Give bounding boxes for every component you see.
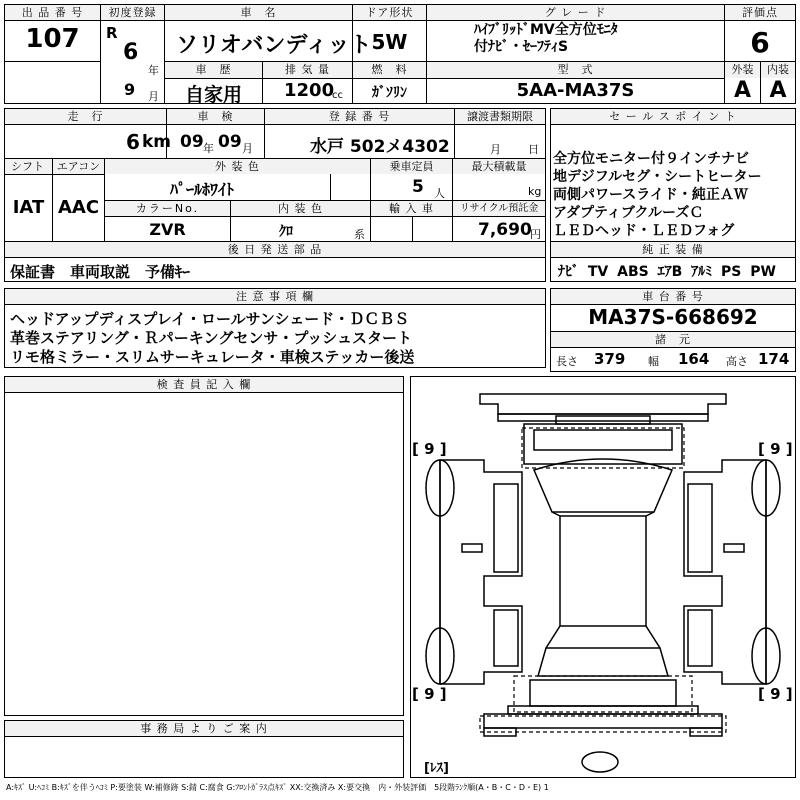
divider	[4, 174, 104, 175]
specs-label: 諸 元	[551, 332, 795, 347]
left-front-door-shape	[494, 484, 518, 572]
displacement-label: 排 気 量	[263, 62, 352, 78]
divider	[4, 20, 796, 21]
equip-pw: PW	[750, 264, 776, 280]
height: 174	[758, 350, 790, 368]
grade-label: グ レ ー ド	[427, 5, 724, 20]
sales-line-2: 地デジフルセグ・シートヒーター	[553, 169, 762, 185]
interior-label: 内装	[761, 62, 795, 78]
notes-line-1: ヘッドアップディスプレイ・ロールサンシェード・ＤＣＢＳ	[10, 310, 410, 328]
history-label: 車 歴	[165, 62, 262, 78]
office-label: 事 務 局 よ り ご 案 内	[5, 721, 403, 736]
car-body-diagram	[410, 376, 796, 778]
sales-line-5: ＬＥＤヘッド・ＬＥＤフォグ	[553, 223, 735, 239]
inspection-label: 車 検	[167, 109, 264, 124]
rear-panel-shape	[508, 706, 698, 714]
divider	[104, 216, 546, 217]
shift: IAT	[12, 197, 45, 218]
right-front-door-shape	[688, 484, 712, 572]
exterior-color: ﾊﾟｰﾙﾎﾜｲﾄ	[170, 180, 235, 199]
load-unit: kg	[528, 185, 542, 198]
hood-inner-shape	[534, 430, 672, 450]
width-label: 幅	[648, 355, 659, 368]
divider	[4, 736, 404, 737]
tire-rear-right: [ 9 ]	[758, 685, 793, 703]
reg-year: 6	[123, 40, 139, 65]
height-label: 高さ	[726, 355, 748, 368]
fuel: ｶﾞｿﾘﾝ	[372, 85, 407, 101]
inspection-month-unit: 月	[242, 142, 253, 155]
sales-label: セ ー ル ス ポ イ ン ト	[551, 109, 795, 124]
equip-abs: ABS	[617, 264, 649, 280]
recycle-fee: 7,690	[478, 220, 532, 240]
recycle-unit: 円	[530, 228, 541, 241]
exterior-label: 外装	[725, 62, 760, 78]
hood-dash	[522, 428, 684, 468]
registration-label: 登 録 番 号	[265, 109, 454, 124]
shift-label: シフト	[5, 159, 52, 174]
right-rear-door-shape	[688, 610, 712, 666]
color-no-label: カラーNo.	[105, 201, 230, 216]
year-unit: 年	[148, 64, 159, 77]
score-label: 評価点	[725, 5, 795, 20]
fuel-label: 燃 料	[353, 62, 426, 78]
divider	[550, 257, 796, 258]
score: 6	[750, 26, 770, 59]
width: 164	[678, 350, 710, 368]
equipment-label: 純 正 装 備	[551, 242, 795, 257]
capacity-label: 乗車定員	[371, 159, 452, 174]
chassis-label: 車 台 番 号	[551, 289, 795, 304]
notes-line-2: 革巻ステアリング・Ｒパーキングセンサ・プッシュスタート	[10, 329, 413, 347]
lot-label: 出 品 番 号	[5, 5, 100, 20]
divider	[550, 347, 796, 348]
mileage-label: 走 行	[5, 109, 166, 124]
car-name-label: 車 名	[165, 5, 352, 20]
sales-line-3: 両側パワースライド・純正ＡＷ	[553, 187, 748, 203]
transfer-label: 譲渡書類期限	[455, 109, 545, 124]
inspector-box	[4, 376, 404, 716]
ac-label: エアコン	[53, 159, 104, 174]
front-grille-shape	[498, 414, 708, 421]
equip-ps: PS	[721, 264, 742, 280]
ac: AAC	[57, 197, 100, 218]
equipment-list	[558, 261, 776, 281]
parts-label: 後 日 発 送 部 品	[5, 242, 545, 257]
transfer-month-unit: 月	[490, 143, 501, 156]
roof-shape	[560, 516, 646, 626]
chassis-number: MA37S-668692	[588, 305, 758, 329]
divider	[412, 216, 413, 241]
first-reg-label: 初度登録	[101, 5, 164, 20]
displacement: 1200	[284, 80, 335, 101]
sales-line-1: 全方位モニター付９インチナビ	[553, 151, 749, 167]
transfer-day-unit: 日	[528, 143, 539, 156]
door-type: 5W	[371, 30, 408, 54]
load-label: 最大積載量	[453, 159, 545, 174]
grade-line1: ﾊｲﾌﾞﾘｯﾄﾞMV全方位ﾓﾆﾀ	[474, 22, 618, 38]
divider	[550, 124, 796, 125]
front-bumper-shape	[480, 394, 726, 414]
interior-color-label: 内 装 色	[231, 201, 370, 216]
equip-tv: TV	[587, 264, 609, 280]
registration-number: 水戸 502メ4302	[310, 137, 450, 157]
pillar-lines	[546, 512, 660, 648]
parts-list: 保証書 車両取説 予備ｷｰ	[10, 263, 191, 281]
divider	[4, 304, 546, 305]
capacity: 5	[412, 177, 424, 197]
month-unit: 月	[148, 90, 159, 103]
divider	[4, 392, 404, 393]
rear-hatch-shape	[530, 680, 676, 706]
inspection-month: 09	[218, 132, 242, 152]
windshield-shape	[534, 459, 672, 512]
length: 379	[594, 350, 626, 368]
exterior-grade: A	[733, 78, 752, 103]
spare-tire: [ﾚｽ]	[424, 761, 449, 776]
inspection-year: 09	[180, 132, 204, 152]
equip-airbag: ｴｱB	[657, 264, 683, 280]
divider	[4, 124, 546, 125]
sales-line-4: アダプティブクルーズＣ	[553, 205, 704, 221]
reg-month: 9	[124, 80, 136, 99]
era: R	[106, 24, 118, 42]
mileage-unit: km	[142, 132, 172, 152]
tire-front-left: [ 9 ]	[412, 440, 447, 458]
rear-window-shape	[538, 648, 668, 676]
recycle-label: リサイクル預託金	[453, 201, 545, 216]
grade-line2: 付ﾅﾋﾞ・ｾｰﾌﾃｨS	[474, 39, 569, 55]
interior-grade: A	[769, 78, 787, 103]
front-panel-shape	[556, 416, 650, 424]
exterior-color-label: 外 装 色	[105, 159, 370, 174]
equip-alloy: ｱﾙﾐ	[691, 264, 713, 280]
model: 5AA-MA37S	[516, 80, 635, 101]
spare-wheel	[582, 752, 618, 772]
length-label: 長さ	[556, 355, 578, 368]
divider	[164, 78, 724, 79]
color-no: ZVR	[149, 220, 186, 239]
notes-line-3: リモ格ミラー・スリムサーキュレータ・車検ステッカー後送	[10, 348, 415, 366]
notes-label: 注 意 事 項 欄	[5, 289, 545, 304]
mirror-shapes	[462, 544, 744, 552]
divider	[4, 257, 546, 258]
model-label: 型 式	[427, 62, 724, 78]
left-rear-door-shape	[494, 610, 518, 666]
displacement-unit: cc	[332, 90, 343, 101]
history: 自家用	[184, 84, 242, 106]
inspector-label: 検 査 員 記 入 欄	[5, 377, 403, 392]
interior-color: ｸﾛ	[279, 224, 293, 240]
equip-navi: ﾅﾋﾞ	[558, 264, 579, 280]
mileage: 6	[126, 130, 140, 154]
bumper-dash	[480, 716, 726, 732]
interior-color-unit: 系	[354, 228, 365, 241]
door-label: ドア形状	[353, 5, 426, 20]
legend-text: A:ｷｽﾞ U:ﾍｺﾐ B:ｷｽﾞを伴うﾍｺﾐ P:要塗装 W:補修跡 S:錆 C:腐食 G:ﾌﾛﾝﾄｶﾞﾗｽ点ｷｽﾞ XX:交換済み X:要交換 内・外装評価 5段階ﾗﾝｸ順(A・B・C・D・E) 1	[6, 783, 549, 792]
import-label: 輸 入 車	[371, 201, 452, 216]
lot-number: 107	[25, 24, 80, 54]
divider	[4, 61, 100, 62]
car-name: ソリオバンディット	[176, 33, 372, 58]
tire-rear-left: [ 9 ]	[412, 685, 447, 703]
capacity-unit: 人	[434, 187, 445, 200]
tire-front-right: [ 9 ]	[758, 440, 793, 458]
inspection-year-unit: 年	[203, 142, 214, 155]
